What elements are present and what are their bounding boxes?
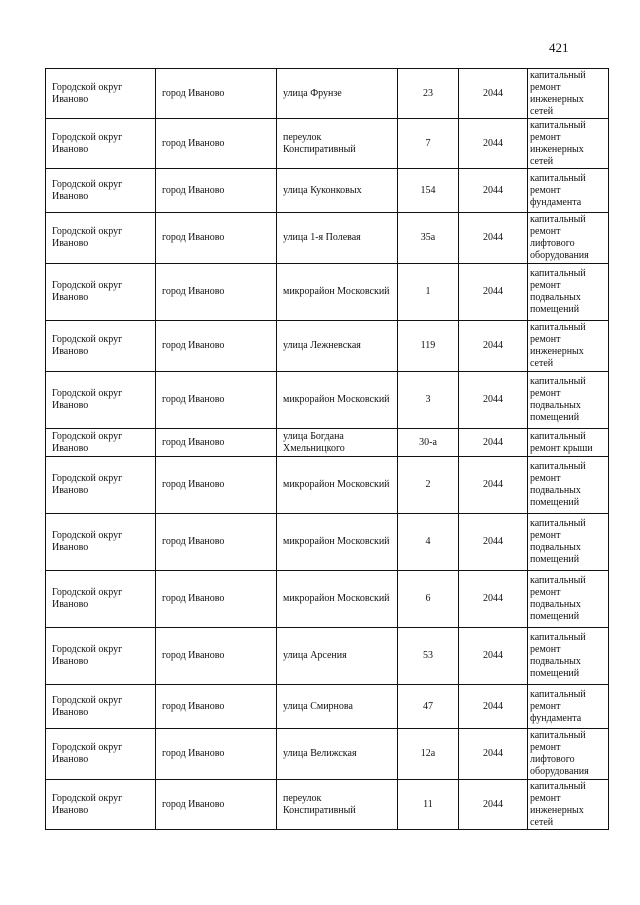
year-cell: 2044 bbox=[459, 169, 528, 213]
work-type-cell: капитальный ремонт лифтового оборудования bbox=[528, 213, 609, 264]
district-cell: Городской округ Иваново bbox=[46, 729, 156, 780]
year-cell: 2044 bbox=[459, 264, 528, 321]
table-row bbox=[46, 372, 609, 429]
street-cell: микрорайон Московский bbox=[277, 514, 398, 571]
street-cell: микрорайон Московский bbox=[277, 264, 398, 321]
table-row bbox=[46, 69, 609, 119]
city-cell: город Иваново bbox=[156, 372, 277, 429]
house-number-cell: 47 bbox=[398, 685, 459, 729]
table-row bbox=[46, 213, 609, 264]
year-cell: 2044 bbox=[459, 429, 528, 457]
street-cell: улица Куконковых bbox=[277, 169, 398, 213]
page-number: 421 bbox=[549, 40, 569, 55]
table-row bbox=[46, 429, 609, 457]
work-type-cell: капитальный ремонт подвальных помещений bbox=[528, 571, 609, 628]
street-cell: микрорайон Московский bbox=[277, 372, 398, 429]
street-cell: улица Смирнова bbox=[277, 685, 398, 729]
house-number-cell: 3 bbox=[398, 372, 459, 429]
city-cell: город Иваново bbox=[156, 780, 277, 830]
district-cell: Городской округ Иваново bbox=[46, 213, 156, 264]
house-number-cell: 6 bbox=[398, 571, 459, 628]
district-cell: Городской округ Иваново bbox=[46, 685, 156, 729]
work-type-cell: капитальный ремонт подвальных помещений bbox=[528, 372, 609, 429]
year-cell: 2044 bbox=[459, 69, 528, 119]
city-cell: город Иваново bbox=[156, 321, 277, 372]
district-cell: Городской округ Иваново bbox=[46, 514, 156, 571]
table-row bbox=[46, 264, 609, 321]
district-cell: Городской округ Иваново bbox=[46, 169, 156, 213]
city-cell: город Иваново bbox=[156, 571, 277, 628]
street-cell: улица Лежневская bbox=[277, 321, 398, 372]
year-cell: 2044 bbox=[459, 213, 528, 264]
city-cell: город Иваново bbox=[156, 213, 277, 264]
city-cell: город Иваново bbox=[156, 729, 277, 780]
district-cell: Городской округ Иваново bbox=[46, 69, 156, 119]
district-cell: Городской округ Иваново bbox=[46, 571, 156, 628]
street-cell: переулок Конспиративный bbox=[277, 119, 398, 169]
table-row bbox=[46, 457, 609, 514]
work-type-cell: капитальный ремонт крыши bbox=[528, 429, 609, 457]
house-number-cell: 53 bbox=[398, 628, 459, 685]
district-cell: Городской округ Иваново bbox=[46, 119, 156, 169]
year-cell: 2044 bbox=[459, 628, 528, 685]
street-cell: улица Арсения bbox=[277, 628, 398, 685]
work-type-cell: капитальный ремонт фундамента bbox=[528, 169, 609, 213]
street-cell: улица Велижская bbox=[277, 729, 398, 780]
street-cell: микрорайон Московский bbox=[277, 457, 398, 514]
street-cell: переулок Конспиративный bbox=[277, 780, 398, 830]
house-number-cell: 7 bbox=[398, 119, 459, 169]
year-cell: 2044 bbox=[459, 729, 528, 780]
city-cell: город Иваново bbox=[156, 264, 277, 321]
year-cell: 2044 bbox=[459, 321, 528, 372]
year-cell: 2044 bbox=[459, 457, 528, 514]
year-cell: 2044 bbox=[459, 514, 528, 571]
district-cell: Городской округ Иваново bbox=[46, 321, 156, 372]
year-cell: 2044 bbox=[459, 119, 528, 169]
district-cell: Городской округ Иваново bbox=[46, 628, 156, 685]
table-row bbox=[46, 571, 609, 628]
work-type-cell: капитальный ремонт инженерных сетей bbox=[528, 69, 609, 119]
work-type-cell: капитальный ремонт лифтового оборудования bbox=[528, 729, 609, 780]
work-type-cell: капитальный ремонт инженерных сетей bbox=[528, 321, 609, 372]
work-type-cell: капитальный ремонт инженерных сетей bbox=[528, 119, 609, 169]
year-cell: 2044 bbox=[459, 685, 528, 729]
year-cell: 2044 bbox=[459, 780, 528, 830]
work-type-cell: капитальный ремонт инженерных сетей bbox=[528, 780, 609, 830]
house-number-cell: 12а bbox=[398, 729, 459, 780]
table-row bbox=[46, 169, 609, 213]
table-row bbox=[46, 119, 609, 169]
table-row bbox=[46, 685, 609, 729]
house-number-cell: 2 bbox=[398, 457, 459, 514]
city-cell: город Иваново bbox=[156, 457, 277, 514]
work-type-cell: капитальный ремонт подвальных помещений bbox=[528, 514, 609, 571]
year-cell: 2044 bbox=[459, 372, 528, 429]
district-cell: Городской округ Иваново bbox=[46, 372, 156, 429]
street-cell: улица 1-я Полевая bbox=[277, 213, 398, 264]
district-cell: Городской округ Иваново bbox=[46, 457, 156, 514]
house-number-cell: 1 bbox=[398, 264, 459, 321]
house-number-cell: 4 bbox=[398, 514, 459, 571]
work-type-cell: капитальный ремонт фундамента bbox=[528, 685, 609, 729]
house-number-cell: 35а bbox=[398, 213, 459, 264]
table-row bbox=[46, 321, 609, 372]
city-cell: город Иваново bbox=[156, 429, 277, 457]
house-number-cell: 11 bbox=[398, 780, 459, 830]
table-row bbox=[46, 780, 609, 830]
city-cell: город Иваново bbox=[156, 628, 277, 685]
repair-schedule-table bbox=[45, 68, 609, 830]
house-number-cell: 119 bbox=[398, 321, 459, 372]
city-cell: город Иваново bbox=[156, 514, 277, 571]
district-cell: Городской округ Иваново bbox=[46, 429, 156, 457]
house-number-cell: 23 bbox=[398, 69, 459, 119]
district-cell: Городской округ Иваново bbox=[46, 264, 156, 321]
house-number-cell: 154 bbox=[398, 169, 459, 213]
house-number-cell: 30-а bbox=[398, 429, 459, 457]
work-type-cell: капитальный ремонт подвальных помещений bbox=[528, 264, 609, 321]
city-cell: город Иваново bbox=[156, 169, 277, 213]
table-row bbox=[46, 514, 609, 571]
street-cell: микрорайон Московский bbox=[277, 571, 398, 628]
table-row bbox=[46, 628, 609, 685]
work-type-cell: капитальный ремонт подвальных помещений bbox=[528, 457, 609, 514]
table-body bbox=[46, 69, 609, 830]
city-cell: город Иваново bbox=[156, 119, 277, 169]
city-cell: город Иваново bbox=[156, 69, 277, 119]
table-row bbox=[46, 729, 609, 780]
street-cell: улица Фрунзе bbox=[277, 69, 398, 119]
city-cell: город Иваново bbox=[156, 685, 277, 729]
work-type-cell: капитальный ремонт подвальных помещений bbox=[528, 628, 609, 685]
street-cell: улица Богдана Хмельницкого bbox=[277, 429, 398, 457]
district-cell: Городской округ Иваново bbox=[46, 780, 156, 830]
year-cell: 2044 bbox=[459, 571, 528, 628]
